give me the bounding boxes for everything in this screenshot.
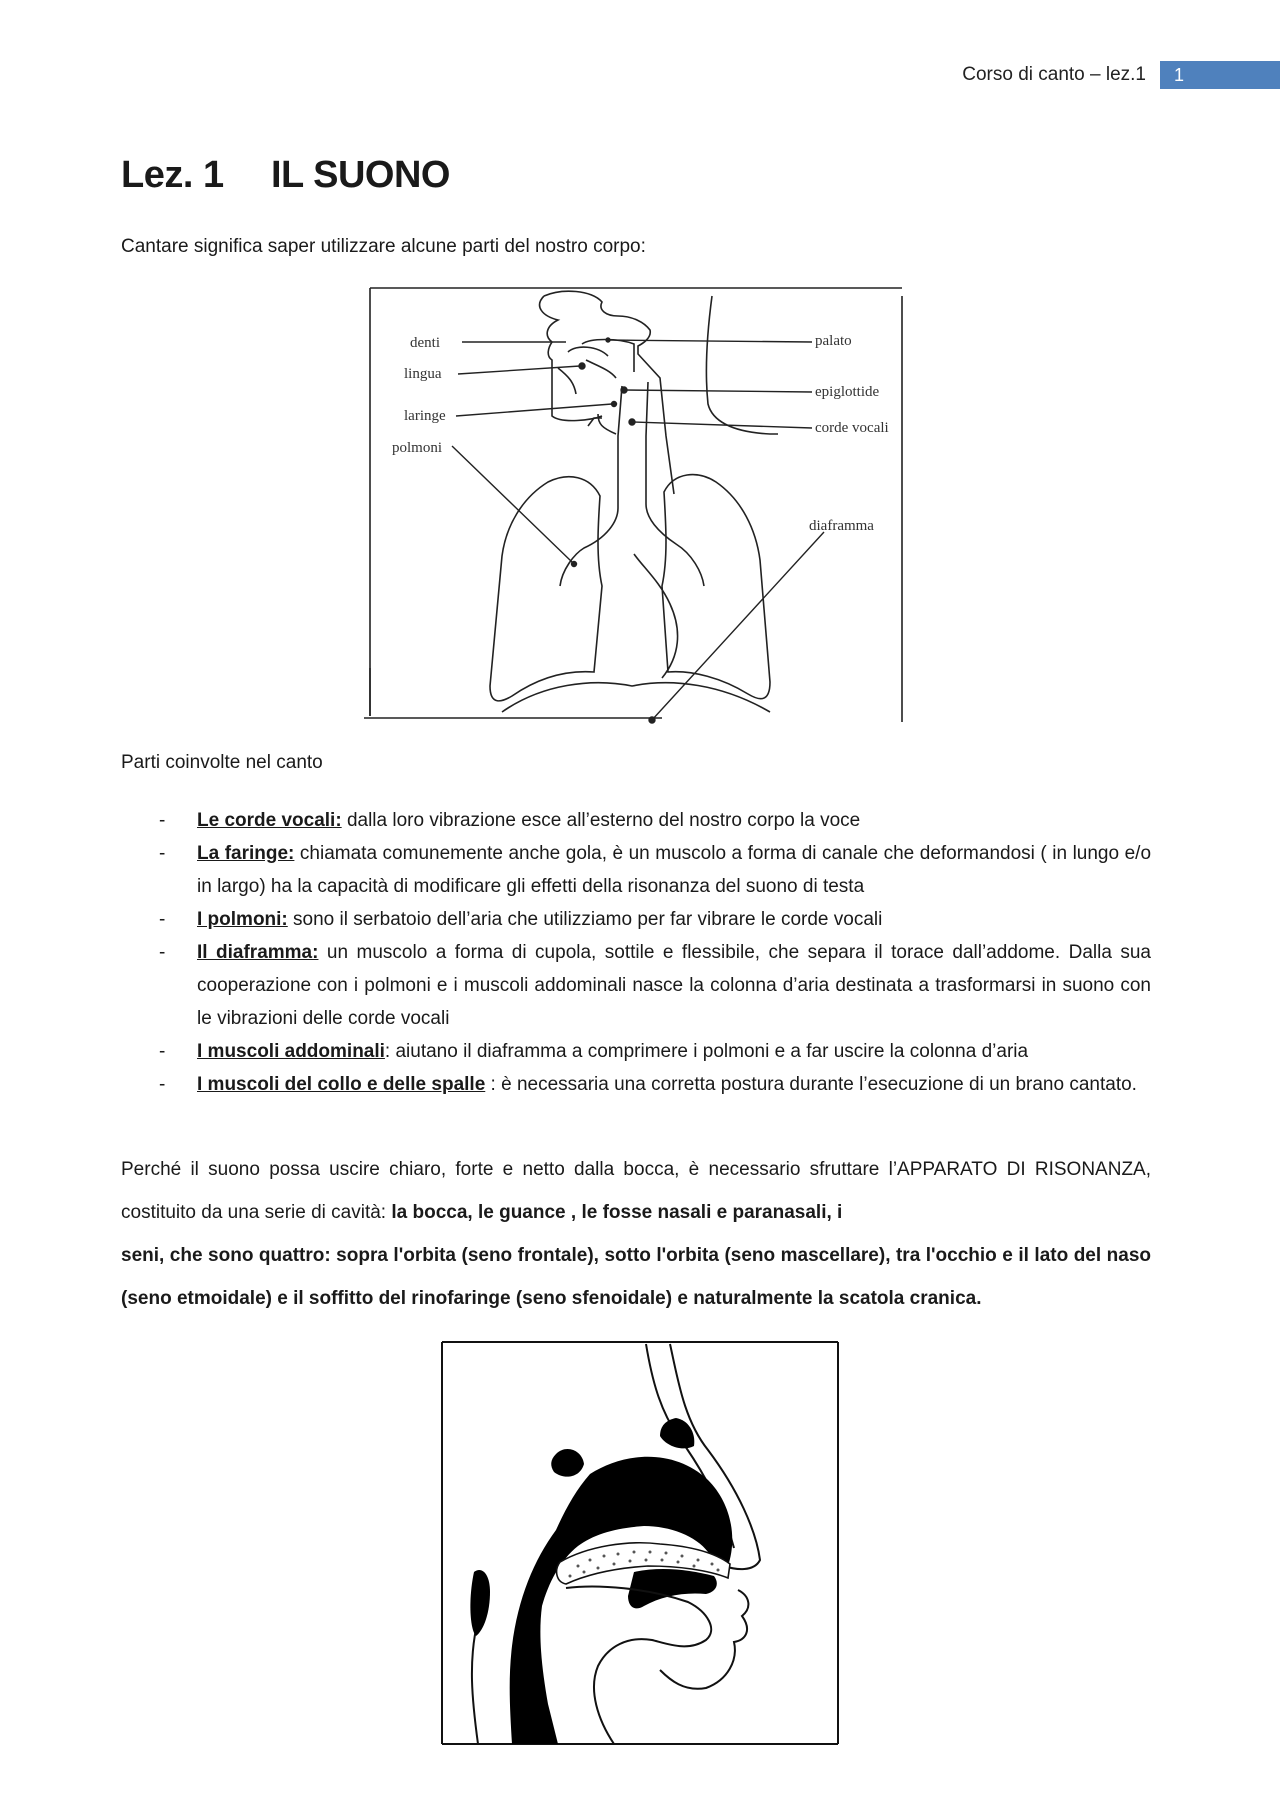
part-term: I muscoli addominali bbox=[197, 1041, 385, 1062]
resonance-cavities-figure bbox=[438, 1340, 842, 1746]
label-denti: denti bbox=[410, 335, 440, 351]
parts-label: Parti coinvolte nel canto bbox=[121, 752, 323, 773]
part-term: Le corde vocali: bbox=[197, 810, 342, 831]
part-text: : aiutano il diaframma a comprimere i polmoni e a far uscire la colonna d’aria bbox=[384, 1041, 1029, 1062]
part-text: chiamata comunemente anche gola, è un muscolo a forma di canale che deformandosi ( in lungo e/o in largo) ha la capacità di modificare gli effetti della risonanza del suono di testa bbox=[197, 843, 1152, 897]
part-text: sono il serbatoio dell’aria che utilizziamo per far vibrare le corde vocali bbox=[287, 909, 883, 930]
part-term: Il diaframma: bbox=[197, 942, 319, 963]
resonance-paragraph bbox=[121, 1148, 1151, 1320]
page-title bbox=[121, 154, 450, 197]
label-laringe: laringe bbox=[404, 408, 446, 424]
part-text: un muscolo a forma di cupola, sottile e flessibile, che separa il torace dall’addome. Dalla sua cooperazione con i polmoni e i muscoli addominali nasce la colonna d’aria destinata a trasformarsi in suono con le vibrazioni delle corde vocali bbox=[197, 942, 1151, 1029]
intro-text: Cantare significa saper utilizzare alcune parti del nostro corpo: bbox=[121, 236, 646, 257]
resonance-bold-1: la bocca, le guance , le fosse nasali e paranasali, i bbox=[391, 1202, 843, 1223]
part-text: dalla loro vibrazione esce all’esterno del nostro corpo la voce bbox=[341, 810, 861, 831]
part-term: La faringe: bbox=[197, 843, 295, 864]
part-term: I polmoni: bbox=[197, 909, 288, 930]
list-item bbox=[121, 1035, 1151, 1068]
part-text: : è necessaria una corretta postura durante l’esecuzione di un brano cantato. bbox=[485, 1074, 1137, 1095]
lesson-number: Lez. 1 bbox=[121, 154, 224, 196]
page-number: 1 bbox=[1160, 61, 1280, 89]
page-header bbox=[962, 60, 1280, 90]
resonance-lead: Perché il suono possa uscire chiaro, forte e netto dalla bocca, è necessario sfruttare l’APPARATO DI RISONANZA, costituito da una serie di cavità: bbox=[121, 1159, 1151, 1223]
label-diaframma: diaframma bbox=[809, 518, 874, 534]
list-item bbox=[121, 936, 1151, 1035]
parts-list bbox=[121, 804, 1151, 1101]
label-polmoni: polmoni bbox=[392, 440, 443, 456]
list-item bbox=[121, 903, 1151, 936]
list-item bbox=[121, 837, 1151, 903]
list-item bbox=[121, 1068, 1151, 1101]
label-corde-vocali: corde vocali bbox=[815, 420, 889, 436]
part-term: I muscoli del collo e delle spalle bbox=[197, 1074, 486, 1095]
label-lingua: lingua bbox=[404, 366, 442, 382]
header-title: Corso di canto – lez.1 bbox=[962, 64, 1146, 85]
resonance-bold-2: seni, che sono quattro: sopra l'orbita (seno frontale), sotto l'orbita (seno mascellare), tra l'occhio e il lato del naso (seno etmoidale) e il soffitto del rinofaringe (seno sfenoidale) e naturalmente la scatola cranica. bbox=[121, 1245, 1151, 1309]
label-epiglottide: epiglottide bbox=[815, 384, 880, 400]
label-palato: palato bbox=[815, 333, 852, 349]
list-item bbox=[121, 804, 1151, 837]
vocal-apparatus-figure bbox=[362, 286, 910, 726]
lesson-title: IL SUONO bbox=[271, 154, 450, 196]
